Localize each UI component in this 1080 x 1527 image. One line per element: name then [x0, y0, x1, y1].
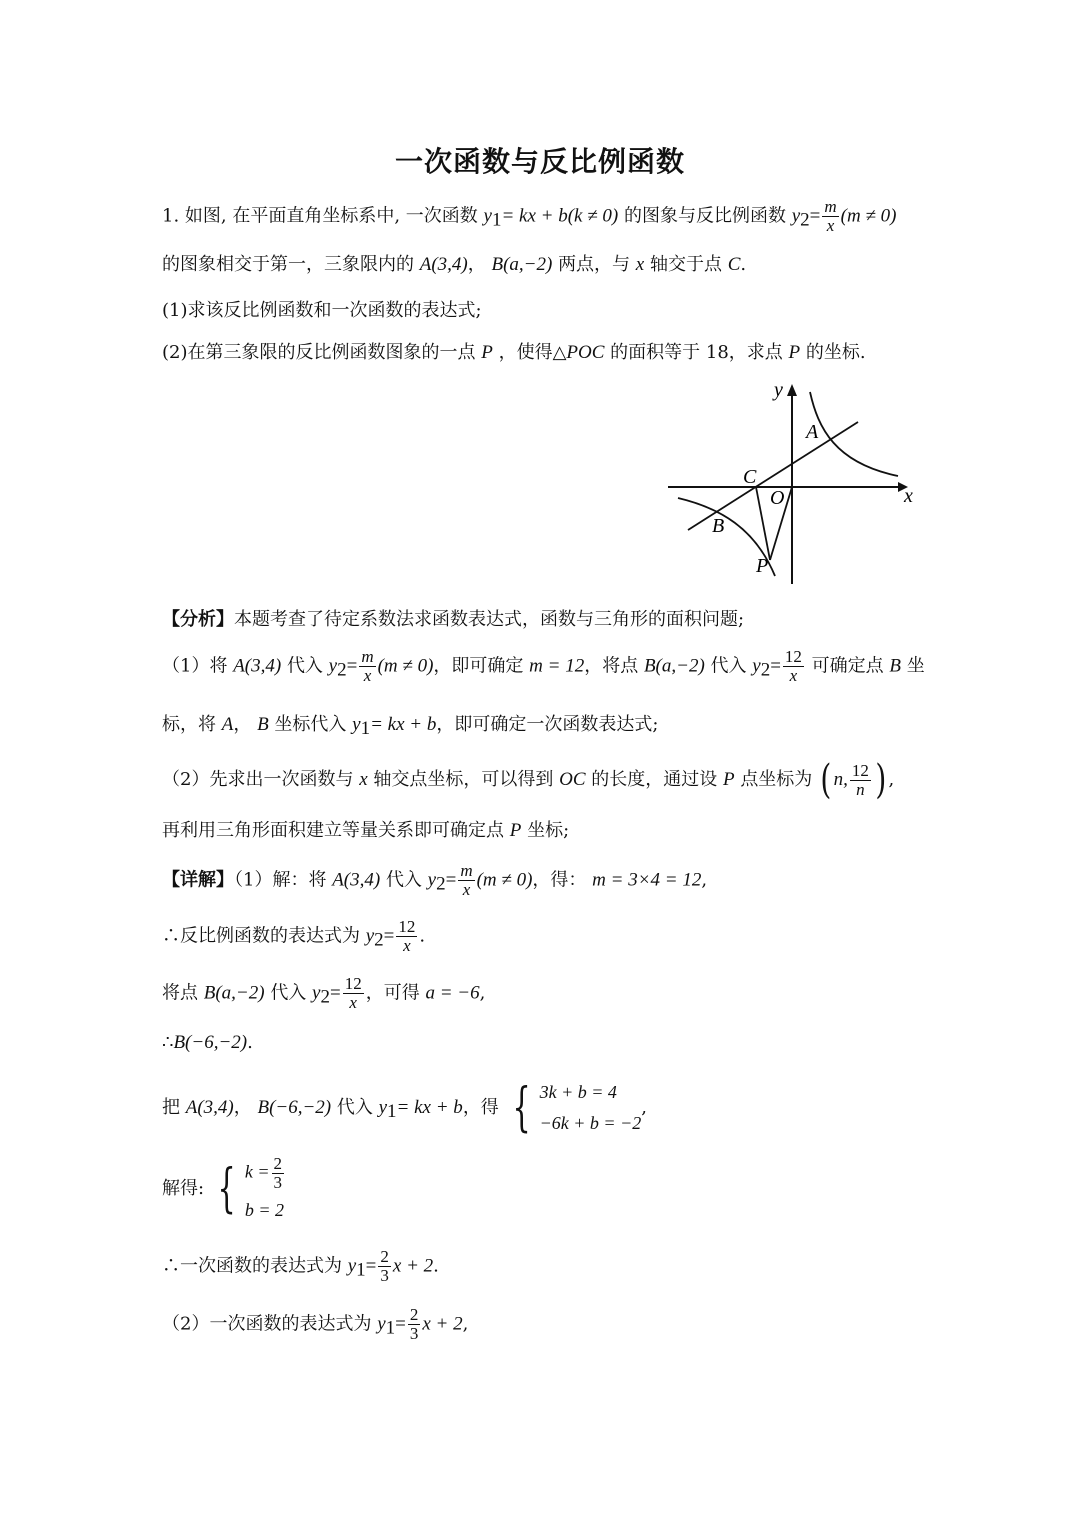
analysis-line-5: 再利用三角形面积建立等量关系即可确定点 P 坐标;	[162, 820, 570, 841]
fraction-2-over-3: $\frac{2}{3}$	[380, 1247, 389, 1285]
detail-line-4: ∴B(−6,−2).	[162, 1032, 253, 1053]
analysis-line-3: 标，将 A， B 坐标代入 $y_1=$ kx + b，即可确定一次函数表达式;	[162, 714, 659, 739]
detail-line-7: ∴一次函数的表达式为 $y_1=$ $\frac{2}{3}$ x + 2.	[162, 1247, 439, 1285]
detail-line-1: 【详解】（1）解：将 A(3,4) 代入 $y_2=$ $\frac{m}{x}$ (m ≠ 0)，得： m = 3×4 = 12,	[162, 861, 708, 899]
problem-line-2: 的图象相交于第一，三象限内的 A(3,4)， B(a,−2) 两点，与 x 轴交于点 C.	[162, 254, 747, 275]
segment-PC	[756, 487, 770, 560]
solution-system: { k = $\frac{2}{3}$ b = 2	[217, 1154, 285, 1220]
coordinate-figure	[660, 378, 930, 593]
page-title: 一次函数与反比例函数	[394, 145, 685, 178]
fraction-m-over-x: $\frac{m}{x}$	[824, 197, 837, 235]
fraction-2-over-3: $\frac{2}{3}$	[409, 1305, 419, 1343]
detail-line-2: ∴反比例函数的表达式为 $y_2=$ $\frac{12}{x}$ .	[162, 917, 426, 955]
label-x: x	[904, 485, 913, 507]
label-y: y	[774, 379, 783, 401]
point-n-12-over-n: ( n, $\frac{12}{n}$ )	[820, 757, 887, 803]
detail-line-6: 解得: { k = $\frac{2}{3}$ b = 2	[162, 1155, 286, 1223]
analysis-line-4: （2）先求出一次函数与 x 轴交点坐标，可以得到 OC 的长度，通过设 P 点坐标为 ( n, $\frac{12}{n}$ ) ,	[162, 757, 895, 803]
fraction-m-over-x: $\frac{m}{x}$	[361, 647, 374, 685]
hyperbola-branch-q1	[810, 392, 898, 476]
problem-line-1: 1. 如图, 在平面直角坐标系中, 一次函数 $y_1=$ kx + b(k ≠ 0) 的图象与反比例函数 $y_2=$ $\frac{m}{x}$ (m ≠ 0)	[162, 197, 897, 235]
equation-system: { 3k + b = 4 −6k + b = −2	[511, 1078, 642, 1139]
linear-function-line	[688, 422, 858, 530]
analysis-line-1: 【分析】本题考查了待定系数法求函数表达式，函数与三角形的面积问题;	[162, 609, 745, 630]
fraction-12-over-x: $\frac{12}{x}$	[344, 974, 362, 1012]
fraction-12-over-x: $\frac{12}{x}$	[784, 647, 802, 685]
detail-line-8: （2）一次函数的表达式为 $y_1=$ $\frac{2}{3}$ x + 2,	[162, 1305, 469, 1343]
y-axis-arrow	[787, 384, 797, 396]
fraction-m-over-x: $\frac{m}{x}$	[460, 861, 473, 899]
label-B: B	[712, 515, 725, 537]
question-1: (1)求该反比例函数和一次函数的表达式;	[162, 300, 482, 321]
label-O: O	[770, 487, 785, 509]
fraction-12-over-x: $\frac{12}{x}$	[398, 917, 416, 955]
detail-line-5: 把 A(3,4)， B(−6,−2) 代入 $y_1=$ kx + b，得 { 3k + b = 4 −6k + b = −2 ,	[162, 1078, 647, 1139]
analysis-line-2: （1）将 A(3,4) 代入 $y_2=$ $\frac{m}{x}$ (m ≠ 0)，即可确定 m = 12，将点 B(a,−2) 代入 $y_2=$ $\frac{12}{x}$ 可确定点 B 坐	[162, 647, 925, 685]
label-P: P	[756, 555, 769, 577]
label-A: A	[806, 421, 819, 443]
detail-line-3: 将点 B(a,−2) 代入 $y_2=$ $\frac{12}{x}$ ，可得 a = −6,	[162, 974, 486, 1012]
question-2: (2)在第三象限的反比例函数图象的一点 P ，使得△POC 的面积等于 18，求点 P 的坐标.	[162, 342, 866, 363]
label-C: C	[743, 466, 757, 488]
